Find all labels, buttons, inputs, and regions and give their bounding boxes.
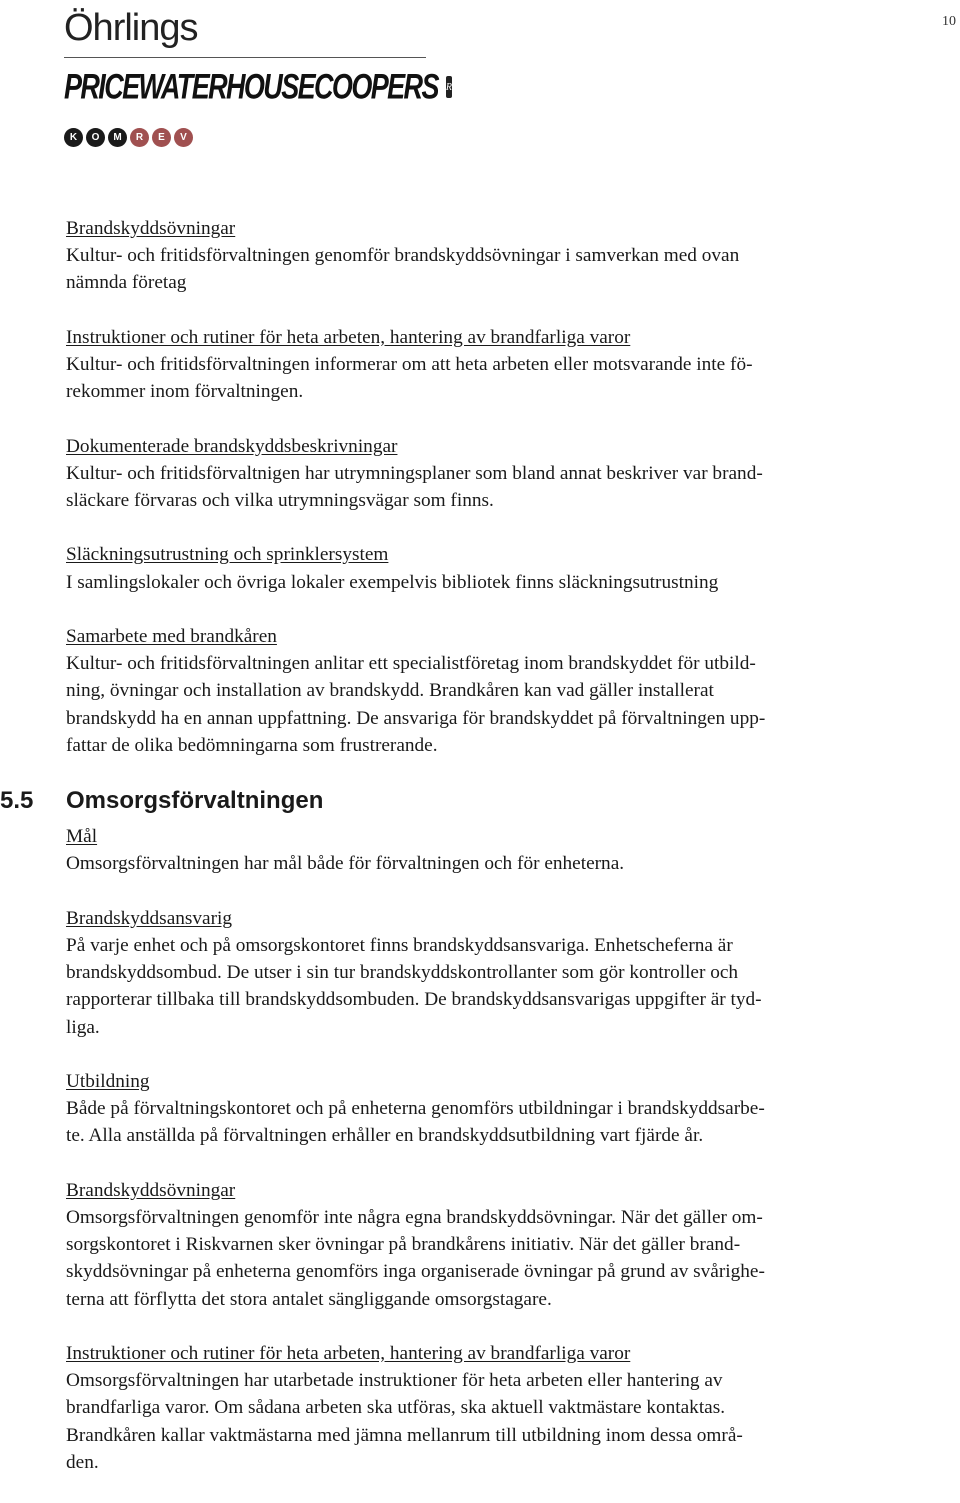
section-heading: Släckningsutrustning och sprinklersystem [66,544,389,566]
page-number: 10 [942,14,956,29]
komrev-letter: R [130,128,149,147]
chapter-number: 5.5 [0,787,34,815]
body-text-line: Omsorgsförvaltningen har utarbetade instruktioner för heta arbeten eller hantering av [66,1370,723,1392]
section-heading: Dokumenterade brandskyddsbeskrivningar [66,435,398,457]
section [66,623,956,759]
section [66,823,956,877]
section-heading: Samarbete med brandkåren [66,625,277,647]
sections-before [66,215,956,759]
body-text-line: fattar de olika bedömningarna som frustrerande. [66,734,438,756]
body-text-line: Kultur- och fritidsförvaltningen genomför brandskyddsövningar i samverkan med ovan [66,245,740,267]
section [66,905,956,1041]
body-text-line: Omsorgsförvaltningen genomför inte några egna brandskyddsövningar. När det gäller om- [66,1206,763,1228]
body-text-line: I samlingslokaler och övriga lokaler exempelvis bibliotek finns släckningsutrustning [66,571,719,593]
logo-pricewaterhousecoopers: PRICEWATERHOUSECOOPERS [64,66,438,107]
komrev-letter: M [108,128,127,147]
body-text-line: brandskyddsombud. De utser i sin tur brandskyddskontrollanter som gör kontroller och [66,962,739,984]
logo-divider [64,57,426,58]
body-text-line: Omsorgsförvaltningen har mål både för förvaltningen och för enheterna. [66,853,625,875]
section [66,324,956,406]
komrev-letter: K [64,128,83,147]
section [66,1177,956,1313]
chapter-heading [0,786,956,816]
body-text-line: ning, övningar och installation av brandskydd. Brandkåren kan vad gäller installerat [66,680,714,702]
body-text-line: sorgskontoret i Riskvarnen sker övningar på brandkårens initiativ. När det gäller brand- [66,1234,741,1256]
body-text-line: brandfarliga varor. Om sådana arbeten ska utföras, ska aktuell vaktmästare kontaktas. [66,1397,726,1419]
body-text-line: rapporterar tillbaka till brandskyddsombuden. De brandskyddsansvarigas uppgifter är tyd- [66,989,762,1011]
body-text-line: Både på förvaltningskontoret och på enheterna genomförs utbildningar i brandskyddsarbe- [66,1098,765,1120]
body-text-line: den. [66,1451,99,1473]
body-text-line: liga. [66,1016,100,1038]
body-text-line: släckare förvaras och vilka utrymningsvägar som finns. [66,490,494,511]
body-text-line: te. Alla anställda på förvaltningen erhåller en brandskyddsutbildning vart fjärde år. [66,1125,704,1147]
body-text-line: brandskydd ha en annan uppfattning. De ansvariga för brandskyddet på förvaltningen upp- [66,707,766,729]
body-text-line: nämnda företag [66,272,187,294]
body-text-line: terna att förflytta det stora antalet sängliggande omsorgstagare. [66,1288,552,1310]
logo-seal-icon: R [446,76,452,98]
logo-ohrlings: Öhrlings [64,7,198,49]
body-text-line: rekommer inom förvaltningen. [66,381,304,403]
logo-pwc-row [64,62,452,112]
company-logo [64,4,452,147]
section [66,433,956,515]
section-heading: Instruktioner och rutiner för heta arbeten, hantering av brandfarliga varor [66,326,631,348]
body-text-line: Kultur- och fritidsförvaltnigen har utrymningsplaner som bland annat beskriver var brand- [66,462,763,484]
section-heading: Utbildning [66,1070,150,1092]
section-heading: Brandskyddsövningar [66,218,236,239]
section-heading: Mål [66,826,98,848]
komrev-letter: E [152,128,171,147]
section [66,541,956,595]
section [66,215,956,297]
body-text-line: Kultur- och fritidsförvaltningen anlitar ett specialistföretag inom brandskyddet för utbild- [66,653,756,675]
section [66,1068,956,1150]
section [66,1340,956,1476]
section-heading: Brandskyddsövningar [66,1179,236,1201]
body-text-line: skyddsövningar på enheterna genomförs inga organiserade övningar på grund av svårighe- [66,1261,765,1283]
sections-after [66,823,956,1476]
komrev-letter: V [174,128,193,147]
body-text-line: På varje enhet och på omsorgskontoret finns brandskyddsansvariga. Enhetscheferna är [66,934,733,956]
chapter-title: Omsorgsförvaltningen [66,787,324,815]
document-body [0,215,956,1503]
komrev-letter: O [86,128,105,147]
body-text-line: Brandkåren kallar vaktmästarna med jämna mellanrum till utbildning inom dessa områ- [66,1424,743,1446]
section-heading: Brandskyddsansvarig [66,907,233,929]
logo-komrev [64,128,434,147]
body-text-line: Kultur- och fritidsförvaltningen informerar om att heta arbeten eller motsvarande inte fö- [66,354,753,375]
section-heading: Instruktioner och rutiner för heta arbeten, hantering av brandfarliga varor [66,1342,631,1364]
